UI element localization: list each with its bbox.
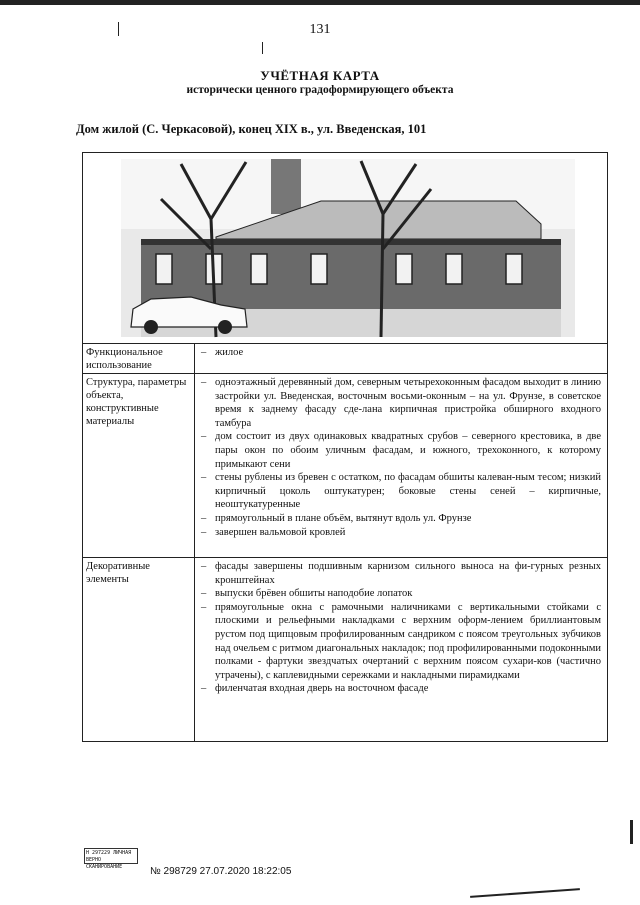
row-value [195, 373, 607, 542]
photo-cell [83, 153, 607, 344]
list-item: – дом состоит из двух одинаковых квадратных срубов – северного крестовика, в две пары окон по обоим уличным фасадам, и южного, трехоконного, к которому примыкают сени [199, 430, 601, 471]
scan-mark [262, 42, 263, 54]
list-item: – прямоугольные окна с рамочными наличниками с вертикальными стойками с плоскими и рельефными накладками с верхним оформ-лением бриллиантовым рустом под щипцовым профилированным сандриком с поясом треугольных зубчиков над очельем с ритмом диагональных накладок; под профилированными подоконными полками - фартуки звездчатых очертаний с верхним поясом сухари-ков (частично утрачены), с каплевидными сережками и накладными пирамидками [199, 601, 601, 683]
scan-mark [630, 820, 633, 844]
row-structure [83, 373, 607, 558]
page-title: УЧЁТНАЯ КАРТА [260, 68, 380, 83]
row-functional-use [83, 343, 607, 374]
document-registration: № 298729 27.07.2020 18:22:05 [150, 866, 292, 877]
list-item: – филенчатая входная дверь на восточном фасаде [199, 682, 601, 696]
list-item: – жилое [199, 346, 601, 360]
list-item: – фасады завершены подшивным карнизом сильного выноса на фи-гурных резных кронштейнах [199, 560, 601, 587]
scan-stamp: Н 297229 ЛИЧНАЯ ВЕРНО СКАНИРОВАНИЕ [84, 848, 138, 864]
row-value [195, 343, 607, 363]
row-label: Структура, параметры объекта, конструктивные материалы [83, 373, 195, 557]
list-item: – прямоугольный в плане объём, вытянут вдоль ул. Фрунзе [199, 512, 601, 526]
list-item: – завершен вальмовой кровлей [199, 526, 601, 540]
page-number: 131 [309, 22, 331, 37]
list-item: – выпуски брёвен обшиты наподобие лопаток [199, 587, 601, 601]
record-card-table [82, 152, 608, 742]
row-value [195, 557, 607, 699]
row-label: Декоративные элементы [83, 557, 195, 741]
object-heading: Дом жилой (С. Черкасовой), конец XIX в., ул. Введенская, 101 [76, 122, 427, 136]
row-decorative [83, 557, 607, 741]
building-photo-icon [121, 159, 575, 337]
page-subtitle: исторически ценного градоформирующего объекта [186, 84, 454, 96]
scan-mark [470, 888, 580, 898]
row-label: Функциональное использование [83, 343, 195, 373]
scan-edge-top [0, 0, 640, 5]
list-item: – одноэтажный деревянный дом, северным четырехоконным фасадом выходит в линию застройки ул. Введенская, восточным восьми-оконным – на ул. Фрунзе, в советское время к заднему фасаду сде-лана кирпичная пристройка обширного входного тамбура [199, 376, 601, 430]
list-item: – стены рублены из бревен с остатком, по фасадам обшиты калеван-ным тесом; низкий кирпичный цоколь оштукатурен; боковые стены сеней – кирпичные, неоштукатуренные [199, 471, 601, 512]
